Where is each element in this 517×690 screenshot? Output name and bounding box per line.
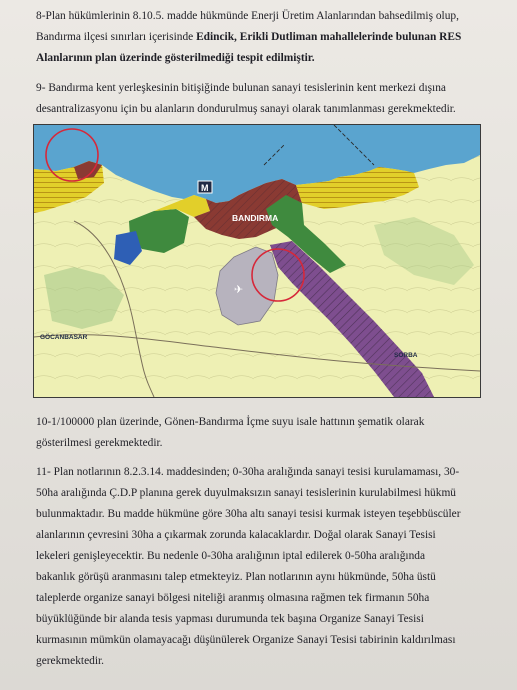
p8-line-1: 8-Plan hükümlerinin 8.10.5. madde hükmünde Enerji Üretim Alanlarından bahsedilmiş olup, (36, 10, 459, 22)
town-label-sw: GÖCANBASAR (40, 334, 88, 341)
paragraph-8 (36, 6, 488, 69)
p8-line-3-bold: Alanlarının plan üzerinde gösterilmediği tespit edilmiştir. (36, 52, 315, 64)
plan-map-svg (34, 125, 480, 397)
p9-line-1: 9- Bandırma kent yerleşkesinin bitişiğinde bulunan sanayi tesislerinin kent merkezi dışına (36, 82, 446, 94)
p11-line: bulunmaktadır. Bu madde hükmüne göre 30ha altı sanayi tesisi kurmak isteyen teşebbüscüler (36, 508, 461, 520)
p8-line-2 (36, 27, 488, 48)
p11-line: kurmasının mümkün olamayacağı düşünülerek Organize Sanayi Tesisi tabirinin kaldırılması (36, 634, 456, 646)
p11-line: büyüklüğünde bir alanda tesis yapması durumunda tek başına Organize Sanayi Tesisi (36, 613, 424, 625)
p11-line: 50ha aralığında Ç.D.P planına gerek duyulmaksızın sanayi tesislerinin kurulabilmesi hükmü (36, 487, 456, 499)
p9-line-2: desantralizasyonu için bu alanların dondurulmuş sanayi olarak tanımlanması gerekmektedir. (36, 103, 456, 115)
p11-line: taleplerde organize sanayi bölgesi niteliği aranmış olmasına rağmen tek firmanın 50ha (36, 592, 430, 604)
p11-line: lekeleri genişleyecektir. Bu nedenle 0-30ha aralığının iptal edilerek 0-50ha aralığında (36, 550, 426, 562)
p11-line: bakanlık görüşü aranmasını talep etmekteyiz. Plan notlarının aynı hükmünde, 50ha üstü (36, 571, 436, 583)
p8-line-3 (36, 48, 488, 69)
p10-line-1: 10-1/100000 plan üzerinde, Gönen-Bandırma İçme suyu isale hattının şematik olarak (36, 416, 425, 428)
p8-line-2-bold: Edincik, Erikli Dutliman mahallelerinde bulunan RES (196, 31, 462, 43)
p8-line-2-plain: Bandırma ilçesi sınırları içerisinde (36, 31, 197, 43)
p11-line: gerekmektedir. (36, 655, 104, 667)
airport-icon: ✈ (234, 284, 244, 296)
plan-map-image (33, 124, 481, 398)
paragraph-9 (36, 78, 488, 120)
paragraph-10 (36, 412, 488, 454)
town-label-se: SORBA (394, 352, 418, 359)
p10-line-2: gösterilmesi gerekmektedir. (36, 437, 163, 449)
city-label: BANDIRMA (232, 213, 279, 223)
p11-line: 11- Plan notlarının 8.2.3.14. maddesinden; 0-30ha aralığında sanayi tesisi kurulamaması, 30- (36, 466, 460, 478)
paragraph-11 (36, 462, 488, 672)
p11-line: alanlarının çevresini 30ha a çıkarmak zorunda kalacaklardır. Doğal olarak Sanayi Tesisi (36, 529, 436, 541)
port-marker-label: M (201, 183, 209, 193)
